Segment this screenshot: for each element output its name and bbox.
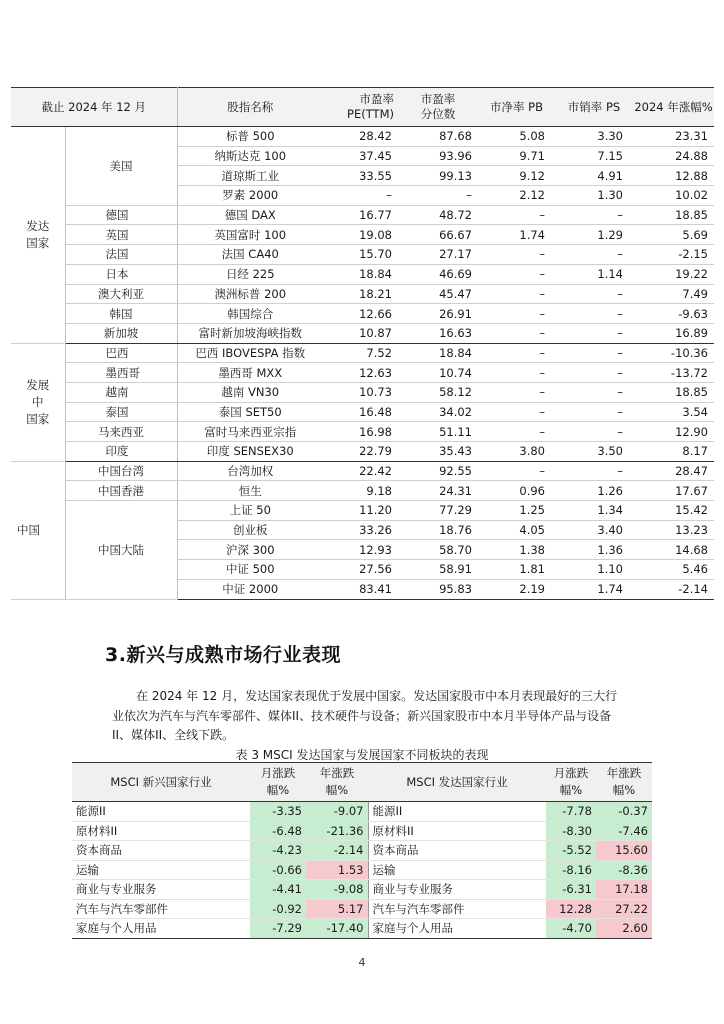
pb-value: –	[478, 402, 555, 422]
em-yoy-value: 5.17	[306, 899, 368, 919]
em-yoy-value: -9.07	[306, 802, 368, 822]
table-row	[72, 880, 652, 900]
pe-value: 7.52	[323, 343, 398, 363]
header-period: 截止 2024 年 12 月	[11, 88, 177, 127]
index-name: 韩国综合	[177, 304, 323, 324]
ps-value: –	[555, 245, 633, 265]
header-pb: 市净率 PB	[478, 88, 555, 127]
table-row	[72, 841, 652, 861]
pb-value: –	[478, 461, 555, 481]
pe-value: 33.55	[323, 166, 398, 186]
em-industry-name: 能源II	[72, 802, 250, 822]
pe-percentile-value: 58.12	[398, 382, 478, 402]
index-name: 越南 VN30	[177, 382, 323, 402]
ps-value: –	[555, 461, 633, 481]
pe-percentile-value: –	[398, 186, 478, 206]
pb-value: –	[478, 363, 555, 383]
ytd-value: -10.36	[633, 343, 714, 363]
ps-value: 1.26	[555, 481, 633, 501]
table-row	[11, 442, 714, 462]
ytd-value: 18.85	[633, 382, 714, 402]
pe-percentile-value: 66.67	[398, 225, 478, 245]
ytd-value: 10.02	[633, 186, 714, 206]
dm-yoy-value: 17.18	[596, 880, 652, 900]
header-index-name: 股指名称	[177, 88, 323, 127]
pb-value: –	[478, 205, 555, 225]
msci-sector-table	[72, 762, 652, 939]
dm-yoy-value: -7.46	[596, 821, 652, 841]
em-mom-value: -4.41	[250, 880, 306, 900]
index-name: 标普 500	[177, 127, 323, 147]
ytd-value: 17.67	[633, 481, 714, 501]
country-cell: 墨西哥	[65, 363, 177, 383]
ytd-value: -2.14	[633, 579, 714, 599]
index-name: 印度 SENSEX30	[177, 442, 323, 462]
pe-value: 22.79	[323, 442, 398, 462]
ytd-value: 18.85	[633, 205, 714, 225]
country-cell: 中国大陆	[65, 501, 177, 599]
pe-percentile-value: 16.63	[398, 323, 478, 343]
pb-value: –	[478, 264, 555, 284]
table-caption: 表 3 MSCI 发达国家与发展国家不同板块的表现	[235, 748, 489, 762]
ytd-value: 8.17	[633, 442, 714, 462]
ytd-value: -9.63	[633, 304, 714, 324]
pb-value: 3.80	[478, 442, 555, 462]
pb-value: 1.74	[478, 225, 555, 245]
header-pe-percentile: 市盈率 分位数	[398, 88, 478, 127]
table-header-row	[72, 763, 652, 802]
ps-value: 3.30	[555, 127, 633, 147]
country-cell: 澳大利亚	[65, 284, 177, 304]
ps-value: –	[555, 205, 633, 225]
ytd-value: 28.47	[633, 461, 714, 481]
ps-value: –	[555, 363, 633, 383]
ps-value: –	[555, 343, 633, 363]
pe-percentile-value: 95.83	[398, 579, 478, 599]
country-cell: 中国香港	[65, 481, 177, 501]
pb-value: 9.71	[478, 146, 555, 166]
pe-percentile-value: 45.47	[398, 284, 478, 304]
pe-value: 28.42	[323, 127, 398, 147]
index-name: 上证 50	[177, 501, 323, 521]
section-heading: 3.新兴与成熟市场行业表现	[105, 644, 341, 666]
body-paragraph: 在 2024 年 12 月，发达国家表现优于发展中国家。发达国家股市中本月表现最好的三大行业依次为汽车与汽车零部件、媒体II、技术硬件与设备；新兴国家股市中本月半导体产品与设备II、媒体II、全线下跌。	[112, 689, 618, 742]
table-row	[11, 402, 714, 422]
dm-industry-name: 能源II	[368, 802, 546, 822]
em-mom-value: -7.29	[250, 919, 306, 939]
dm-industry-name: 原材料II	[368, 821, 546, 841]
pe-value: 33.26	[323, 520, 398, 540]
ps-value: 1.29	[555, 225, 633, 245]
em-mom-value: -3.35	[250, 802, 306, 822]
table-row	[11, 323, 714, 343]
pe-percentile-value: 35.43	[398, 442, 478, 462]
pb-value: 0.96	[478, 481, 555, 501]
ytd-value: 5.69	[633, 225, 714, 245]
country-cell: 韩国	[65, 304, 177, 324]
pe-value: 19.08	[323, 225, 398, 245]
table-row	[72, 821, 652, 841]
pb-value: 4.05	[478, 520, 555, 540]
table-row	[11, 284, 714, 304]
ps-value: –	[555, 323, 633, 343]
pe-percentile-value: 18.84	[398, 343, 478, 363]
ytd-value: -2.15	[633, 245, 714, 265]
index-name: 沪深 300	[177, 540, 323, 560]
pb-value: 2.19	[478, 579, 555, 599]
table-row	[72, 860, 652, 880]
table-row	[11, 461, 714, 481]
header-ytd: 2024 年涨幅%	[633, 88, 714, 127]
country-cell: 印度	[65, 442, 177, 462]
pe-value: 16.77	[323, 205, 398, 225]
ytd-value: 14.68	[633, 540, 714, 560]
pe-percentile-value: 27.17	[398, 245, 478, 265]
pb-value: –	[478, 284, 555, 304]
ps-value: 1.30	[555, 186, 633, 206]
ps-value: 4.91	[555, 166, 633, 186]
header-ps: 市销率 PS	[555, 88, 633, 127]
ps-value: 7.15	[555, 146, 633, 166]
dm-industry-name: 资本商品	[368, 841, 546, 861]
ytd-value: 12.88	[633, 166, 714, 186]
em-industry-name: 原材料II	[72, 821, 250, 841]
header-dm-mom: 月涨跌 幅%	[546, 763, 596, 802]
index-name: 台湾加权	[177, 461, 323, 481]
index-name: 道琼斯工业	[177, 166, 323, 186]
em-mom-value: -6.48	[250, 821, 306, 841]
table-row	[72, 802, 652, 822]
ps-value: 1.74	[555, 579, 633, 599]
pb-value: 5.08	[478, 127, 555, 147]
ps-value: 1.14	[555, 264, 633, 284]
pe-value: 18.21	[323, 284, 398, 304]
table-header-row	[11, 88, 714, 127]
index-name: 富时新加坡海峡指数	[177, 323, 323, 343]
pb-value: –	[478, 245, 555, 265]
dm-mom-value: -8.16	[546, 860, 596, 880]
pe-value: 10.87	[323, 323, 398, 343]
dm-industry-name: 家庭与个人用品	[368, 919, 546, 939]
index-name: 巴西 IBOVESPA 指数	[177, 343, 323, 363]
table-row	[11, 264, 714, 284]
dm-mom-value: -8.30	[546, 821, 596, 841]
pe-percentile-value: 18.76	[398, 520, 478, 540]
em-industry-name: 商业与专业服务	[72, 880, 250, 900]
table-row	[72, 919, 652, 939]
group-developed: 发达 国家	[11, 127, 65, 344]
ps-value: –	[555, 422, 633, 442]
em-yoy-value: 1.53	[306, 860, 368, 880]
pe-value: –	[323, 186, 398, 206]
index-name: 德国 DAX	[177, 205, 323, 225]
pe-value: 22.42	[323, 461, 398, 481]
pb-value: –	[478, 304, 555, 324]
header-dm-yoy: 年涨跌 幅%	[596, 763, 652, 802]
ytd-value: 12.90	[633, 422, 714, 442]
country-cell: 马来西亚	[65, 422, 177, 442]
pe-percentile-value: 26.91	[398, 304, 478, 324]
index-name: 中证 500	[177, 560, 323, 580]
ps-value: –	[555, 402, 633, 422]
pe-percentile-value: 48.72	[398, 205, 478, 225]
dm-mom-value: -7.78	[546, 802, 596, 822]
pe-percentile-value: 87.68	[398, 127, 478, 147]
ps-value: 1.36	[555, 540, 633, 560]
dm-mom-value: 12.28	[546, 899, 596, 919]
pe-percentile-value: 77.29	[398, 501, 478, 521]
country-cell: 越南	[65, 382, 177, 402]
index-name: 日经 225	[177, 264, 323, 284]
dm-industry-name: 汽车与汽车零部件	[368, 899, 546, 919]
index-valuation-table	[11, 87, 714, 600]
index-name: 英国富时 100	[177, 225, 323, 245]
pe-value: 9.18	[323, 481, 398, 501]
ytd-value: 13.23	[633, 520, 714, 540]
country-cell: 法国	[65, 245, 177, 265]
header-dm-industry: MSCI 发达国家行业	[368, 763, 546, 802]
em-industry-name: 家庭与个人用品	[72, 919, 250, 939]
table-row	[11, 205, 714, 225]
pb-value: –	[478, 323, 555, 343]
index-name: 富时马来西亚宗指	[177, 422, 323, 442]
country-cell: 美国	[65, 127, 177, 206]
ps-value: 3.40	[555, 520, 633, 540]
pe-percentile-value: 99.13	[398, 166, 478, 186]
em-yoy-value: -2.14	[306, 841, 368, 861]
em-industry-name: 运输	[72, 860, 250, 880]
country-cell: 德国	[65, 205, 177, 225]
index-name: 罗素 2000	[177, 186, 323, 206]
pb-value: 9.12	[478, 166, 555, 186]
country-cell: 新加坡	[65, 323, 177, 343]
country-cell: 日本	[65, 264, 177, 284]
dm-yoy-value: -0.37	[596, 802, 652, 822]
pe-value: 27.56	[323, 560, 398, 580]
ps-value: –	[555, 304, 633, 324]
table-row	[11, 382, 714, 402]
index-name: 纳斯达克 100	[177, 146, 323, 166]
index-name: 澳洲标普 200	[177, 284, 323, 304]
em-industry-name: 汽车与汽车零部件	[72, 899, 250, 919]
ytd-value: 23.31	[633, 127, 714, 147]
pb-value: 1.81	[478, 560, 555, 580]
index-name: 墨西哥 MXX	[177, 363, 323, 383]
country-cell: 泰国	[65, 402, 177, 422]
ytd-value: 16.89	[633, 323, 714, 343]
pe-value: 15.70	[323, 245, 398, 265]
ytd-value: -13.72	[633, 363, 714, 383]
table-row	[11, 422, 714, 442]
header-pe-ttm: 市盈率 PE(TTM)	[323, 88, 398, 127]
pb-value: 2.12	[478, 186, 555, 206]
pe-value: 12.93	[323, 540, 398, 560]
country-cell: 中国台湾	[65, 461, 177, 481]
ytd-value: 15.42	[633, 501, 714, 521]
table-row	[11, 363, 714, 383]
pb-value: 1.38	[478, 540, 555, 560]
pe-percentile-value: 46.69	[398, 264, 478, 284]
dm-yoy-value: 15.60	[596, 841, 652, 861]
table-row	[11, 225, 714, 245]
ps-value: –	[555, 284, 633, 304]
table-row	[11, 245, 714, 265]
pe-percentile-value: 51.11	[398, 422, 478, 442]
pe-value: 10.73	[323, 382, 398, 402]
em-yoy-value: -17.40	[306, 919, 368, 939]
ytd-value: 3.54	[633, 402, 714, 422]
em-mom-value: -0.92	[250, 899, 306, 919]
em-industry-name: 资本商品	[72, 841, 250, 861]
pe-percentile-value: 92.55	[398, 461, 478, 481]
ytd-value: 5.46	[633, 560, 714, 580]
index-name: 中证 2000	[177, 579, 323, 599]
header-em-mom: 月涨跌 幅%	[250, 763, 306, 802]
table-row	[11, 127, 714, 147]
pe-value: 12.66	[323, 304, 398, 324]
table-row	[11, 343, 714, 363]
pe-percentile-value: 34.02	[398, 402, 478, 422]
table-row	[72, 899, 652, 919]
pe-value: 16.48	[323, 402, 398, 422]
group-china: 中国	[11, 461, 65, 599]
index-name: 恒生	[177, 481, 323, 501]
ps-value: 1.10	[555, 560, 633, 580]
country-cell: 英国	[65, 225, 177, 245]
header-em-yoy: 年涨跌 幅%	[306, 763, 368, 802]
ps-value: –	[555, 382, 633, 402]
header-em-industry: MSCI 新兴国家行业	[72, 763, 250, 802]
pe-value: 83.41	[323, 579, 398, 599]
index-name: 法国 CA40	[177, 245, 323, 265]
index-name: 创业板	[177, 520, 323, 540]
pe-value: 16.98	[323, 422, 398, 442]
country-cell: 巴西	[65, 343, 177, 363]
pe-value: 11.20	[323, 501, 398, 521]
pe-percentile-value: 58.70	[398, 540, 478, 560]
ytd-value: 7.49	[633, 284, 714, 304]
pb-value: –	[478, 382, 555, 402]
em-yoy-value: -9.08	[306, 880, 368, 900]
dm-yoy-value: 27.22	[596, 899, 652, 919]
dm-mom-value: -5.52	[546, 841, 596, 861]
em-yoy-value: -21.36	[306, 821, 368, 841]
table-row	[11, 304, 714, 324]
index-name: 泰国 SET50	[177, 402, 323, 422]
pe-percentile-value: 10.74	[398, 363, 478, 383]
page-number: 4	[358, 956, 366, 969]
pb-value: –	[478, 343, 555, 363]
ytd-value: 19.22	[633, 264, 714, 284]
dm-mom-value: -6.31	[546, 880, 596, 900]
table-row	[11, 481, 714, 501]
dm-industry-name: 运输	[368, 860, 546, 880]
dm-yoy-value: 2.60	[596, 919, 652, 939]
pb-value: 1.25	[478, 501, 555, 521]
ps-value: 1.34	[555, 501, 633, 521]
em-mom-value: -4.23	[250, 841, 306, 861]
pe-value: 12.63	[323, 363, 398, 383]
pb-value: –	[478, 422, 555, 442]
ytd-value: 24.88	[633, 146, 714, 166]
dm-yoy-value: -8.36	[596, 860, 652, 880]
pe-percentile-value: 93.96	[398, 146, 478, 166]
table-row	[11, 501, 714, 521]
dm-industry-name: 商业与专业服务	[368, 880, 546, 900]
dm-mom-value: -4.70	[546, 919, 596, 939]
group-emerging: 发展 中 国家	[11, 343, 65, 461]
pe-percentile-value: 58.91	[398, 560, 478, 580]
ps-value: 3.50	[555, 442, 633, 462]
pe-value: 18.84	[323, 264, 398, 284]
pe-value: 37.45	[323, 146, 398, 166]
pe-percentile-value: 24.31	[398, 481, 478, 501]
em-mom-value: -0.66	[250, 860, 306, 880]
